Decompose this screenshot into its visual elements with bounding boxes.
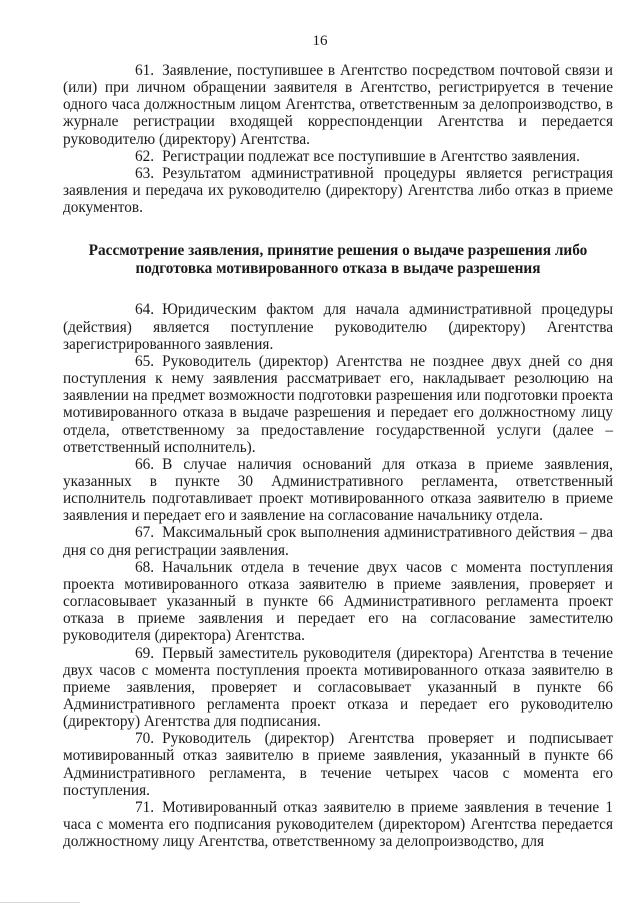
paragraph-number: 71. — [135, 798, 155, 816]
paragraph-number: 69. — [135, 644, 155, 662]
paragraph — [63, 301, 613, 352]
paragraph — [63, 353, 613, 456]
section-heading: Рассмотрение заявления, принятие решения о выдаче разрешения либо подготовка мотивированного отказа в выдаче разрешения — [88, 242, 588, 277]
paragraph-text: Руководитель (директор) Агентства проверяет и подписывает мотивированный отказ заявителю в приеме заявления, указанный в пункте 66 Административного регламента, в течение четырех часов с момента его поступления. — [63, 730, 613, 799]
paragraph — [63, 559, 613, 645]
paragraph-number: 65. — [135, 352, 155, 370]
paragraph-number: 68. — [135, 558, 155, 576]
paragraph — [63, 524, 613, 558]
paragraph-text: Начальник отдела в течение двух часов с момента поступления проекта мотивированного отказа заявителю в приеме заявления, проверяет и согласовывает указанный в пункте 66 Административного регламента проект отказа в приеме заявления и передает его на согласование заместителю руководителя (директора) Агентства. — [63, 558, 613, 645]
paragraph — [63, 148, 613, 165]
paragraph-text: Регистрации подлежат все поступившие в Агентство заявления. — [162, 147, 580, 165]
paragraph-number: 67. — [135, 524, 155, 542]
paragraph-number: 66. — [135, 455, 155, 473]
paragraph-text: Максимальный срок выполнения административного действия – два дня со дня регистрации заявления. — [63, 524, 613, 559]
document-body — [63, 62, 613, 850]
paragraph-number: 64. — [135, 301, 155, 319]
paragraph-text: Первый заместитель руководителя (директора) Агентства в течение двух часов с момента поступления проекта мотивированного отказа заявителю в приеме заявления, проверяет и согласовывает указанный в пункте 66 Административного регламента проект отказа и передает его руководителю (директору) Агентства для подписания. — [63, 644, 613, 731]
paragraph — [63, 799, 613, 850]
paragraph-text: Результатом административной процедуры является регистрация заявления и передача их руководителю (директору) Агентства либо отказ в приеме документов. — [63, 164, 613, 217]
paragraph — [63, 165, 613, 216]
paragraph — [63, 730, 613, 799]
paragraph-group-review — [63, 301, 613, 850]
paragraph — [63, 456, 613, 525]
paragraph — [63, 62, 613, 148]
paragraph-text: Мотивированный отказ заявителю в приеме заявления в течение 1 часа с момента его подписания руководителем (директором) Агентства передается должностному лицу Агентства, ответственному за делопроизводство, для — [63, 798, 613, 851]
paragraph-number: 61. — [135, 62, 155, 79]
paragraph-group-registration — [63, 62, 613, 216]
paragraph-text: Юридическим фактом для начала административной процедуры (действия) является поступление руководителю (директору) Агентства зарегистрированного заявления. — [63, 301, 613, 353]
paragraph — [63, 645, 613, 731]
paragraph-number: 70. — [135, 730, 155, 748]
page-number: 16 — [312, 33, 328, 49]
paragraph-text: Заявление, поступившее в Агентство посредством почтовой связи и (или) при личном обращении заявителя в Агентство, регистрируется в течение одного часа должностным лицом Агентства, ответственным за делопроизводство, в журнале регистрации входящей корреспонденции Агентства и передается руководителю (директору) Агентства. — [63, 62, 613, 148]
paragraph-text: Руководитель (директор) Агентства не позднее двух дней со дня поступления к нему заявления рассматривает его, накладывает резолюцию на заявлении на предмет возможности подготовки разрешения или подготовки проекта мотивированного отказа в выдаче разрешения и передает его должностному лицу отдела, ответственному за предоставление государственной услуги (далее – ответственный исполнитель). — [63, 352, 614, 456]
paragraph-number: 63. — [135, 164, 155, 182]
paragraph-text: В случае наличия оснований для отказа в приеме заявления, указанных в пункте 30 Административного регламента, ответственный исполнитель подготавливает проект мотивированного отказа заявителю в приеме заявления и передает его и заявление на согласование начальнику отдела. — [63, 455, 613, 525]
scan-edge-mark — [0, 902, 80, 903]
paragraph-number: 62. — [135, 147, 155, 165]
